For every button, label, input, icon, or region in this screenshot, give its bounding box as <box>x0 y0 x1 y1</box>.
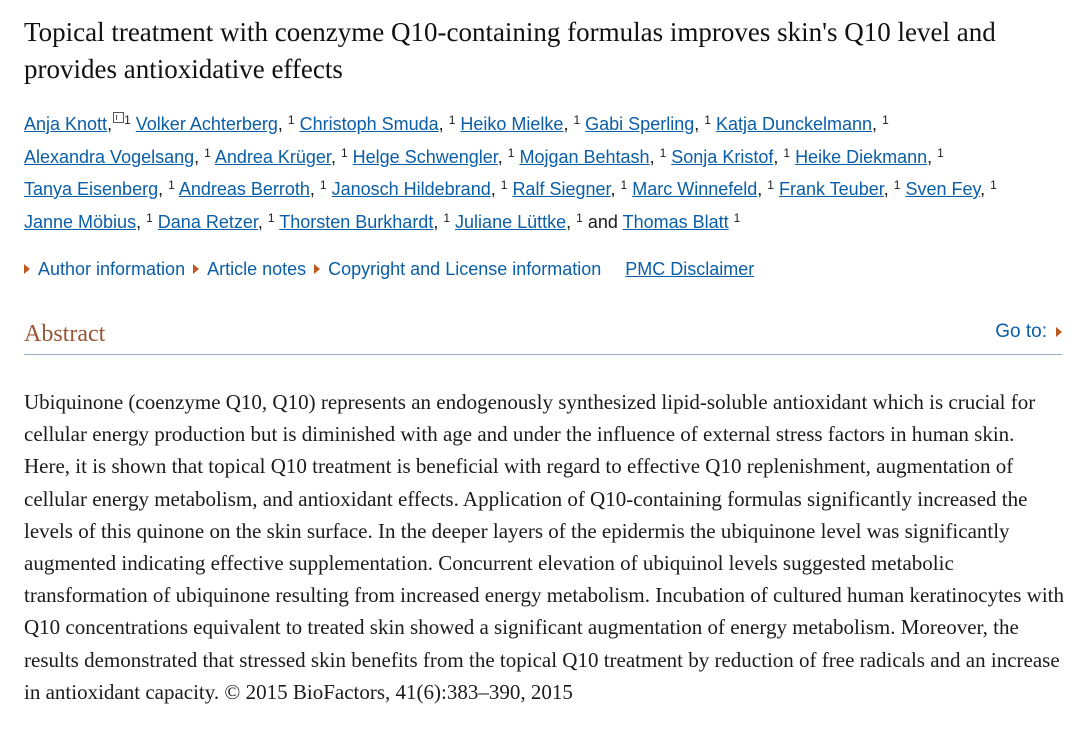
author-link[interactable]: Thorsten Burkhardt <box>279 211 434 232</box>
affiliation-marker[interactable]: 1 <box>620 178 628 192</box>
affiliation-marker[interactable]: 1 <box>573 113 581 127</box>
affiliation-marker[interactable]: 1 <box>443 210 451 225</box>
author-information-label[interactable]: Author information <box>38 259 186 279</box>
article-title: Topical treatment with coenzyme Q10-containing formulas improves skin's Q10 level and provides antioxidative effects <box>24 17 996 84</box>
author-link[interactable]: Heiko Mielke <box>460 114 564 134</box>
author-link[interactable]: Janosch Hildebrand <box>331 179 491 199</box>
affiliation-marker[interactable]: 1 <box>204 145 211 160</box>
author-link[interactable]: Andreas Berroth <box>178 179 310 199</box>
author-link[interactable]: Christoph Smuda <box>299 114 439 134</box>
email-icon[interactable] <box>113 112 124 123</box>
article-notes-toggle[interactable] <box>193 256 306 282</box>
affiliation-marker[interactable]: 1 <box>448 113 456 127</box>
pmc-disclaimer-link[interactable]: PMC Disclaimer <box>625 259 755 279</box>
goto-menu[interactable] <box>995 321 1062 343</box>
affiliation-marker[interactable]: 1 <box>500 178 508 192</box>
author-link[interactable]: Heike Diekmann <box>795 146 928 167</box>
affiliation-marker[interactable]: 1 <box>659 145 667 160</box>
author-link[interactable]: Janne Möbius <box>24 211 137 232</box>
author-link[interactable]: Mojgan Behtash <box>519 146 650 167</box>
author-link[interactable]: Sonja Kristof <box>671 146 774 167</box>
triangle-right-icon <box>314 264 320 274</box>
author-link[interactable]: Dana Retzer <box>157 211 258 232</box>
author-link[interactable]: Sven Fey <box>905 179 981 199</box>
author-link[interactable]: Helge Schwengler <box>352 146 498 167</box>
affiliation-marker[interactable]: 1 <box>893 178 901 192</box>
affiliation-marker[interactable]: 1 <box>168 178 175 192</box>
affiliation-marker[interactable]: 1 <box>287 113 295 127</box>
author-information-toggle[interactable] <box>24 256 185 282</box>
section-heading: Abstract <box>24 321 106 347</box>
affiliation-marker[interactable]: 1 <box>783 145 791 160</box>
triangle-right-icon <box>1056 327 1062 337</box>
author-link[interactable]: Alexandra Vogelsang <box>24 146 195 167</box>
affiliation-marker[interactable]: 1 <box>576 210 583 225</box>
authors-conjunction: and <box>587 211 618 232</box>
affiliation-marker[interactable]: 1 <box>340 145 348 160</box>
author-link[interactable]: Katja Dunckelmann <box>715 114 873 134</box>
author-link[interactable]: Gabi Sperling <box>585 114 695 134</box>
abstract-section-header <box>24 318 1062 355</box>
affiliation-marker[interactable]: 1 <box>733 210 741 225</box>
abstract-text: Ubiquinone (coenzyme Q10, Q10) represents an endogenously synthesized lipid-soluble antioxidant which is crucial for cellular energy production but is diminished with age and under the influence of external stress factors in human skin. Here, it is shown that topical Q10 treatment is beneficial with regard to effective Q10 replenishment, augmentation of cellular energy metabolism, and antioxidant effects. Application of Q10-containing formulas significantly increased the levels of this quinone on the skin surface. In the deeper layers of the epidermis the ubiquinone level was significantly augmented indicating effective supplementation. Concurrent elevation of ubiquinol levels suggested metabolic transformation of ubiquinone resulting from increased energy metabolism. Incubation of cultured human keratinocytes with Q10 concentrations equivalent to treated skin showed a significant augmentation of energy metabolism. Moreover, the results demonstrated that stressed skin benefits from the topical Q10 treatment by reduction of free radicals and an increase in antioxidant capacity. © 2015 BioFactors, 41(6):383–390, 2015 <box>24 390 1064 704</box>
triangle-right-icon <box>24 264 30 274</box>
affiliation-marker[interactable]: 1 <box>267 210 275 225</box>
goto-label[interactable]: Go to: <box>995 321 1047 342</box>
affiliation-marker[interactable]: 1 <box>124 113 131 127</box>
author-link[interactable]: Andrea Krüger <box>214 146 331 167</box>
author-list: Anja Knott, $^1$ Volker Achterberg, $^1$ Christoph Smuda, $^1$ Heiko Mielke, $^1$ Gabi Sperling, $^1$ Katja Dunckelmann, $^1$ Alexandra Vogelsang, $^1$ Andrea Krüger, $^1$ Helge Schwengler, $^1$ Mojgan Behtash, $^1$ Sonja Kristof, $^1$ Heike Diekmann, $^1$ Tanya Eisenberg, $^1$ Andreas Berroth, $^1$ Janosch Hildebrand, $^1$ Ralf Siegner, $^1$ Marc Winnefeld, $^1$ Frank Teuber, $^1$ Sven Fey, $^1$ Janne Möbius, $^1$ Dana Retzer, $^1$ Thorsten Burkhardt, $^1$ Juliane Lüttke, $^1$ and Thomas Blatt $^1$ <box>24 113 997 232</box>
affiliation-marker[interactable]: 1 <box>882 113 889 127</box>
author-link[interactable]: Tanya Eisenberg <box>24 179 159 199</box>
author-link[interactable]: Marc Winnefeld <box>632 179 758 199</box>
article-notes-label[interactable]: Article notes <box>207 259 307 279</box>
copyright-toggle[interactable] <box>314 256 601 282</box>
author-link[interactable]: Frank Teuber <box>778 179 884 199</box>
author-link[interactable]: Juliane Lüttke <box>455 211 567 232</box>
copyright-label[interactable]: Copyright and License information <box>328 259 602 279</box>
affiliation-marker[interactable]: 1 <box>937 145 944 160</box>
affiliation-marker[interactable]: 1 <box>704 113 711 127</box>
article-meta-links <box>24 256 1064 282</box>
author-link[interactable]: Thomas Blatt <box>622 211 729 232</box>
affiliation-marker[interactable]: 1 <box>990 178 997 192</box>
affiliation-marker[interactable]: 1 <box>507 145 515 160</box>
affiliation-marker[interactable]: 1 <box>767 178 774 192</box>
author-link[interactable]: Anja Knott <box>24 114 108 134</box>
affiliation-marker[interactable]: 1 <box>146 210 153 225</box>
triangle-right-icon <box>193 264 199 274</box>
author-link[interactable]: Ralf Siegner <box>512 179 611 199</box>
author-link[interactable]: Volker Achterberg <box>135 114 278 134</box>
affiliation-marker[interactable]: 1 <box>319 178 327 192</box>
